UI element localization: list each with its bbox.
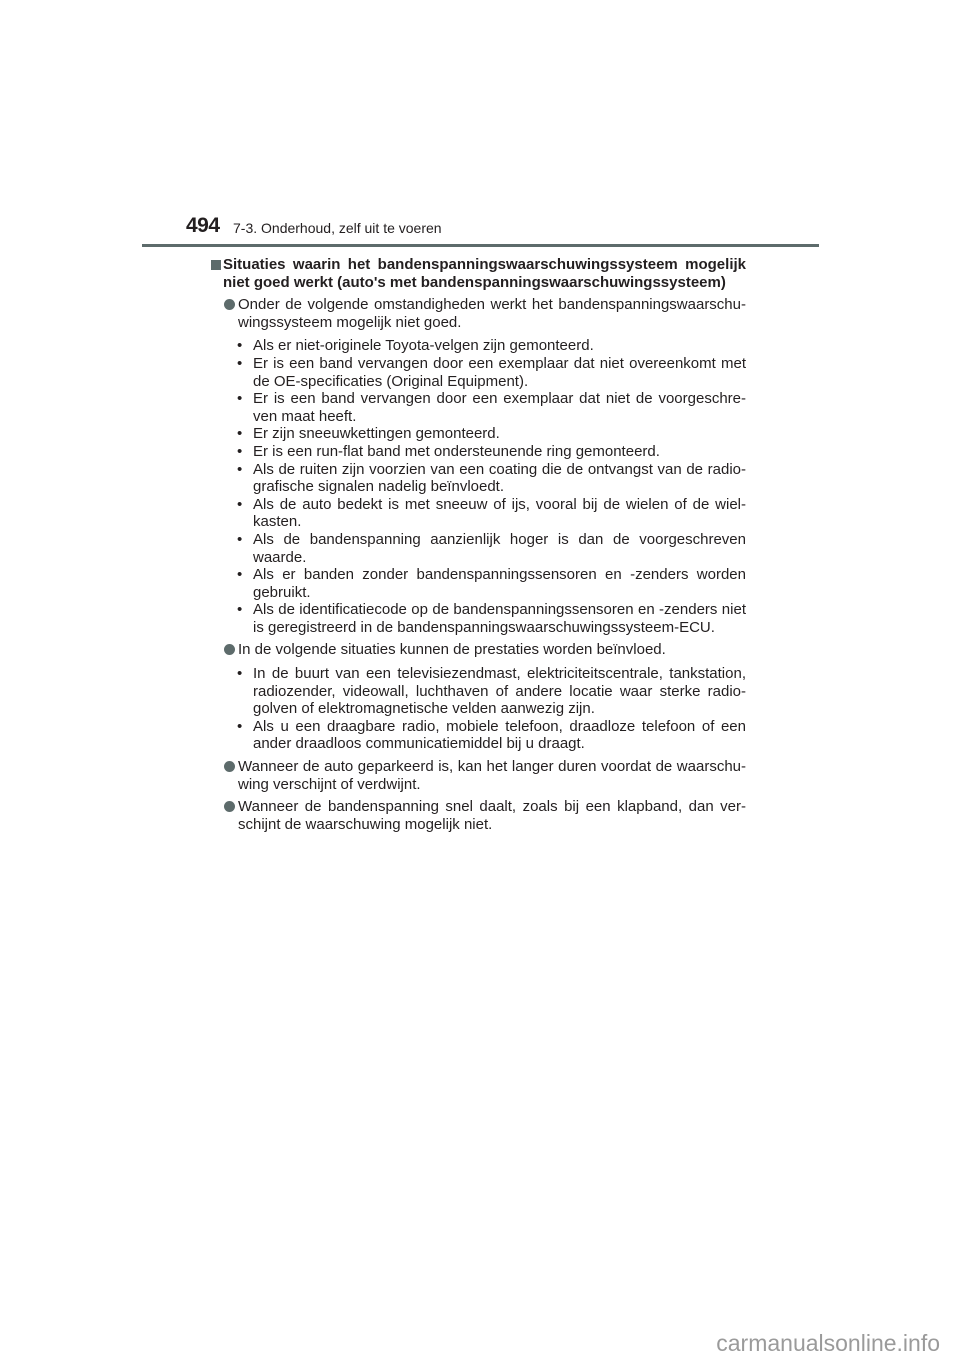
bullet-text: Wanneer de bandenspanning snel daalt, zoals bij een klapband, dan ver-schijnt de waarschuwing mogelijk niet. <box>238 798 746 833</box>
header-rule <box>142 244 819 247</box>
dot-bullet-icon: • <box>237 530 243 548</box>
sub-list-text: Als er banden zonder bandenspanningssensoren en -zenders worden gebruikt. <box>253 566 746 601</box>
main-content <box>200 256 746 833</box>
bullet-item <box>200 641 746 659</box>
dot-bullet-icon: • <box>237 354 243 372</box>
sub-list <box>200 665 746 753</box>
sub-list-text: Als u een draagbare radio, mobiele telefoon, draadloze telefoon of een ander draadloos communicatiemiddel bij u draagt. <box>253 717 746 753</box>
circle-bullet-icon <box>224 299 235 310</box>
sub-list-item <box>200 390 746 425</box>
sub-list-text: Er is een band vervangen door een exemplaar dat niet de voorgeschre-ven maat heeft. <box>253 390 746 425</box>
circle-bullet-icon <box>224 801 235 812</box>
section-heading <box>200 256 746 291</box>
sub-list-item <box>200 566 746 601</box>
sub-list-text: Als de auto bedekt is met sneeuw of ijs, vooral bij de wielen of de wiel-kasten. <box>253 495 746 531</box>
sub-list-text: Als er niet-originele Toyota-velgen zijn gemonteerd. <box>253 337 594 355</box>
circle-bullet-icon <box>224 761 235 772</box>
sub-list-text: Er is een band vervangen door een exemplaar dat niet overeenkomt met de OE-specificaties (Original Equipment). <box>253 354 746 390</box>
dot-bullet-icon: • <box>237 665 243 683</box>
sub-list-text: Er is een run-flat band met ondersteunende ring gemonteerd. <box>253 442 660 460</box>
sub-list-text: Als de identificatiecode op de bandenspanningssensoren en -zenders niet is geregistreerd in de bandenspanningswaarschuwingssysteem-ECU. <box>253 601 746 636</box>
section-heading-text: Situaties waarin het bandenspanningswaarschuwingssysteem mogelijk niet goed werkt (auto's met bandenspanningswaarschuwingssysteem) <box>223 256 746 291</box>
sub-list-item <box>200 601 746 636</box>
sub-list-item <box>200 496 746 531</box>
sub-list-item <box>200 355 746 390</box>
dot-bullet-icon: • <box>237 460 243 478</box>
sub-list-item <box>200 718 746 753</box>
dot-bullet-icon: • <box>237 425 243 443</box>
square-bullet-icon <box>211 260 221 270</box>
dot-bullet-icon: • <box>237 601 243 619</box>
dot-bullet-icon: • <box>237 495 243 513</box>
sub-list-item <box>200 425 746 443</box>
sub-list-text: Als de ruiten zijn voorzien van een coating die de ontvangst van de radio-grafische signalen nadelig beïnvloedt. <box>253 460 746 496</box>
sub-list-text: Als de bandenspanning aanzienlijk hoger is dan de voorgeschreven waarde. <box>253 530 746 566</box>
dot-bullet-icon: • <box>237 566 243 584</box>
sub-list-item <box>200 443 746 461</box>
page-number: 494 <box>186 214 220 237</box>
watermark: carmanualsonline.info <box>716 1330 940 1356</box>
sub-list <box>200 337 746 636</box>
circle-bullet-icon <box>224 644 235 655</box>
sub-list-item <box>200 665 746 718</box>
bullet-item <box>200 758 746 793</box>
dot-bullet-icon: • <box>237 442 243 460</box>
bullet-text: Onder de volgende omstandigheden werkt het bandenspanningswaarschu-wingssysteem mogelijk niet goed. <box>238 296 746 331</box>
sub-list-text: In de buurt van een televisiezendmast, elektriciteitscentrale, tankstation, radiozender, videowall, luchthaven of andere locatie waar sterke radio-golven of elektromagnetische velden aanwezig zijn. <box>253 665 746 718</box>
bullet-item <box>200 296 746 331</box>
sub-list-item <box>200 337 746 355</box>
bullet-text: Wanneer de auto geparkeerd is, kan het langer duren voordat de waarschu-wing verschijnt of verdwijnt. <box>238 758 746 793</box>
chapter-title: 7-3. Onderhoud, zelf uit te voeren <box>233 220 442 236</box>
bullet-text: In de volgende situaties kunnen de prestaties worden beïnvloed. <box>238 641 666 659</box>
bullet-list <box>200 296 746 833</box>
dot-bullet-icon: • <box>237 337 243 355</box>
bullet-item <box>200 798 746 833</box>
sub-list-item <box>200 531 746 566</box>
dot-bullet-icon: • <box>237 717 243 735</box>
sub-list-text: Er zijn sneeuwkettingen gemonteerd. <box>253 425 500 443</box>
dot-bullet-icon: • <box>237 390 243 408</box>
sub-list-item <box>200 461 746 496</box>
